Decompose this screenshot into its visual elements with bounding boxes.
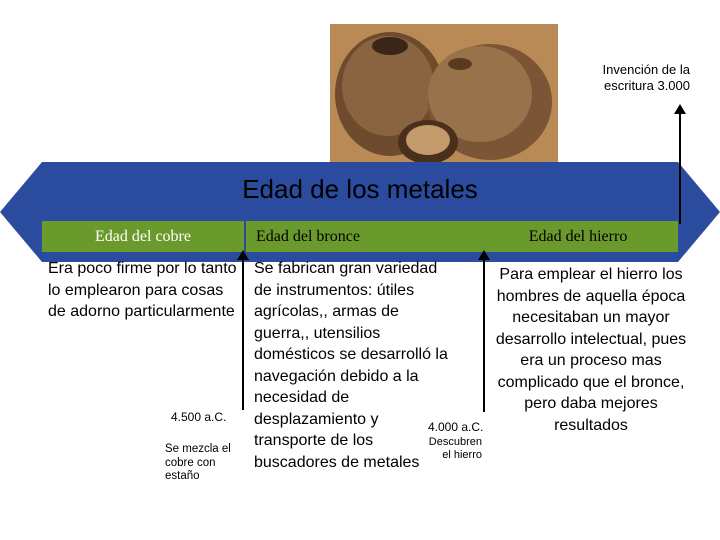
bronze-note: Descubren el hierro bbox=[428, 436, 482, 461]
copper-note: Se mezcla el cobre con estaño bbox=[165, 443, 231, 482]
bronze-arrow bbox=[478, 250, 490, 412]
period-copper-label: Edad del cobre bbox=[95, 227, 191, 245]
writing-arrow bbox=[674, 104, 686, 224]
banner-title: Edad de los metales bbox=[242, 174, 478, 204]
pottery-photo bbox=[330, 24, 558, 176]
period-copper-box bbox=[42, 221, 244, 252]
bronze-description: Se fabrican gran variedad de instrumentos: útiles agrícolas,, armas de guerra,, utensilios domésticos se desarrolló la navegación debido a la necesidad de desplazamiento y transporte de los buscadores de metales bbox=[254, 260, 448, 471]
period-iron-label: Edad del hierro bbox=[528, 227, 628, 245]
iron-description: Para emplear el hierro los hombres de aquella época necesitaban un mayor desarrollo intelectual, pues era un proceso mas complicado que el bronce, pero daba mejores resultados bbox=[495, 266, 687, 434]
period-bronze-box bbox=[246, 221, 478, 252]
copper-date: 4.500 a.C. bbox=[171, 410, 227, 424]
period-bronze-label: Edad del bronce bbox=[256, 227, 360, 245]
copper-description: Era poco firme por lo tanto lo emplearon para cosas de adorno particularmente bbox=[48, 260, 237, 320]
writing-invention-label: Invención de la escritura 3.000 bbox=[602, 62, 690, 93]
copper-arrow bbox=[237, 250, 249, 410]
bronze-date: 4.000 a.C. bbox=[428, 420, 484, 434]
period-iron-box bbox=[478, 221, 678, 252]
